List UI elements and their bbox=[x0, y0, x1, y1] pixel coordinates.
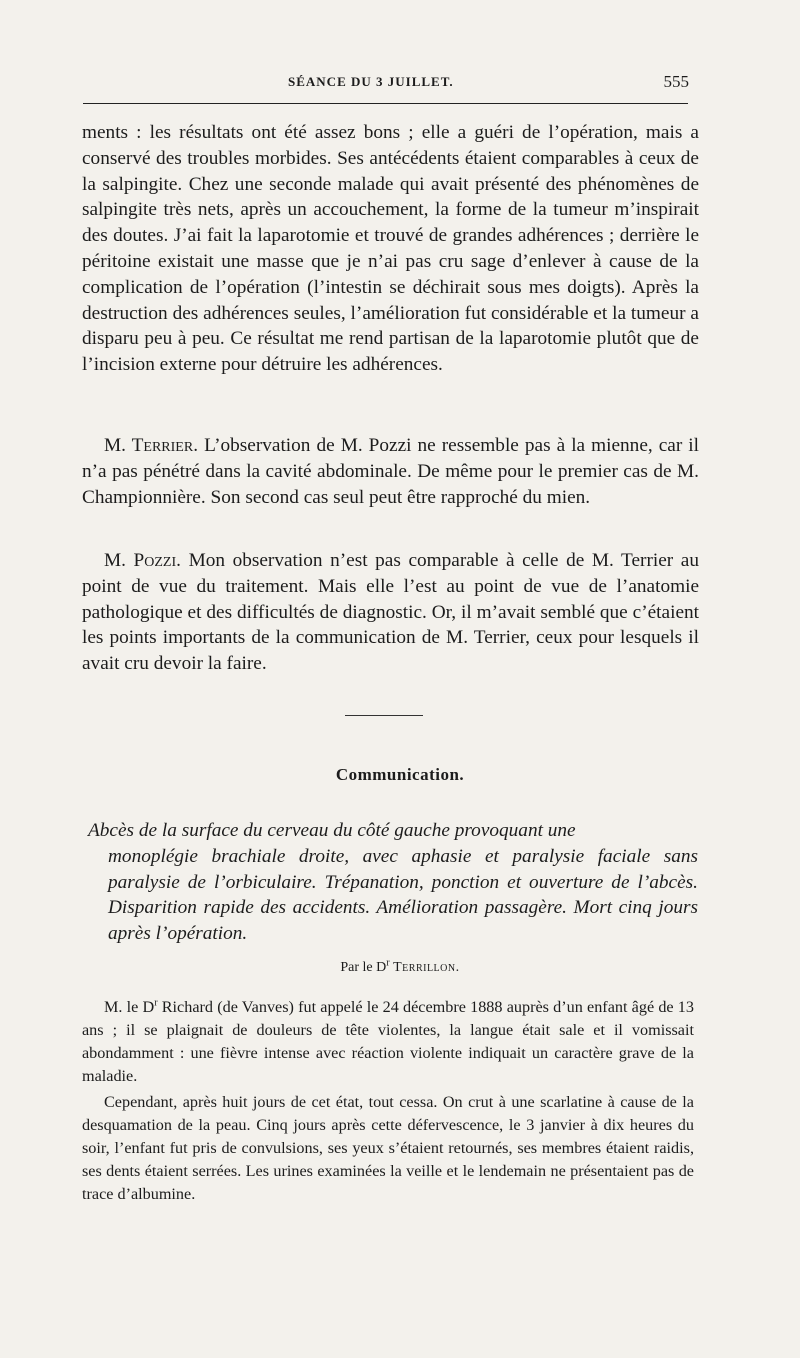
article-title-rest: monoplégie brachiale droite, avec aphasie et paralysie faciale sans paralysie de l’orbiculaire. Trépanation, ponction et ouverture de l’abcès. Disparition rapide des accidents. Amélioration passagère. Mort cinq jours après l’opération. bbox=[108, 845, 698, 945]
running-title: SÉANCE DU 3 JUILLET. bbox=[288, 74, 454, 89]
byline-sup: r bbox=[386, 957, 390, 969]
header-rule bbox=[83, 103, 688, 104]
speaker-terrier: M. Terrier. bbox=[104, 435, 199, 456]
running-header bbox=[83, 72, 695, 96]
case-p1-prefix: M. le D bbox=[104, 998, 155, 1016]
section-separator bbox=[345, 715, 423, 716]
page-number: 555 bbox=[663, 72, 689, 91]
paragraph-pozzi-text: Mon observation n’est pas comparable à celle de M. Terrier au point de vue du traitement. Mais elle l’est au point de vue de l’anatomie pathologique et des difficultés de diagnostic. Or, il m’avait semblé que c’étaient les points importants de la communication de M. Terrier, ceux pour lesquels il avait cru devoir la faire. bbox=[82, 550, 699, 675]
article-title-line1: Abcès de la surface du cerveau du côté gauche provoquant une bbox=[88, 820, 576, 841]
paragraph-terrier-text: L’observation de M. Pozzi ne ressemble pas à la mienne, car il n’a pas pénétré dans la cavité abdominale. De même pour le premier cas de M. Championnière. Son second cas seul peut être rapproché du mien. bbox=[82, 435, 699, 508]
case-p1-text: Richard (de Vanves) fut appelé le 24 décembre 1888 auprès d’un enfant âgé de 13 ans ; il se plaignait de douleurs de tête violentes, la langue était sale et il vomissait abondamment : une fièvre intense avec réaction violente indiquait un caractère grave de la maladie. bbox=[82, 998, 694, 1085]
byline-author: Terrillon. bbox=[393, 960, 460, 975]
article-title bbox=[88, 818, 698, 947]
case-paragraph-2: Cependant, après huit jours de cet état, tout cessa. On crut à une scarlatine à cause de la desquamation de la peau. Cinq jours après cette défervescence, le 3 janvier à dix heures du soir, l’enfant fut pris de convulsions, ses yeux s’étaient retournés, ses membres étaient raidis, ses dents étaient serrées. Les urines examinées la veille et le lendemain ne présentaient pas de trace d’albumine. bbox=[82, 1093, 694, 1203]
section-title: Communication. bbox=[335, 765, 465, 784]
speaker-pozzi: M. Pozzi. bbox=[104, 550, 181, 571]
byline bbox=[0, 957, 800, 976]
paragraph-terrier bbox=[82, 433, 699, 510]
case-paragraph-1 bbox=[82, 996, 694, 1088]
paragraph-continuation: ments : les résultats ont été assez bons ; elle a guéri de l’opération, mais a conservé des troubles morbides. Ses antécédents étaient comparables à ceux de la salpingite. Chez une seconde malade qui avait présenté des phénomènes de salpingite très nets, après un accouchement, la forme de la tumeur m’inspirait des doutes. J’ai fait la laparotomie et trouvé de grandes adhérences ; derrière le péritoine existait une masse que je n’ai pas cru sage d’enlever à cause de la complication de l’opération (l’intestin se déchirait sous mes doigts). Après la destruction des adhérences seules, l’amélioration fut considérable et la tumeur a disparu peu à peu. Ce résultat me rend partisan de la laparotomie plutôt que de l’incision externe pour détruire les adhérences. bbox=[82, 122, 699, 376]
paragraph-pozzi bbox=[82, 548, 699, 677]
byline-prefix: Par le D bbox=[340, 960, 387, 975]
case-p1-sup: r bbox=[154, 997, 158, 1009]
